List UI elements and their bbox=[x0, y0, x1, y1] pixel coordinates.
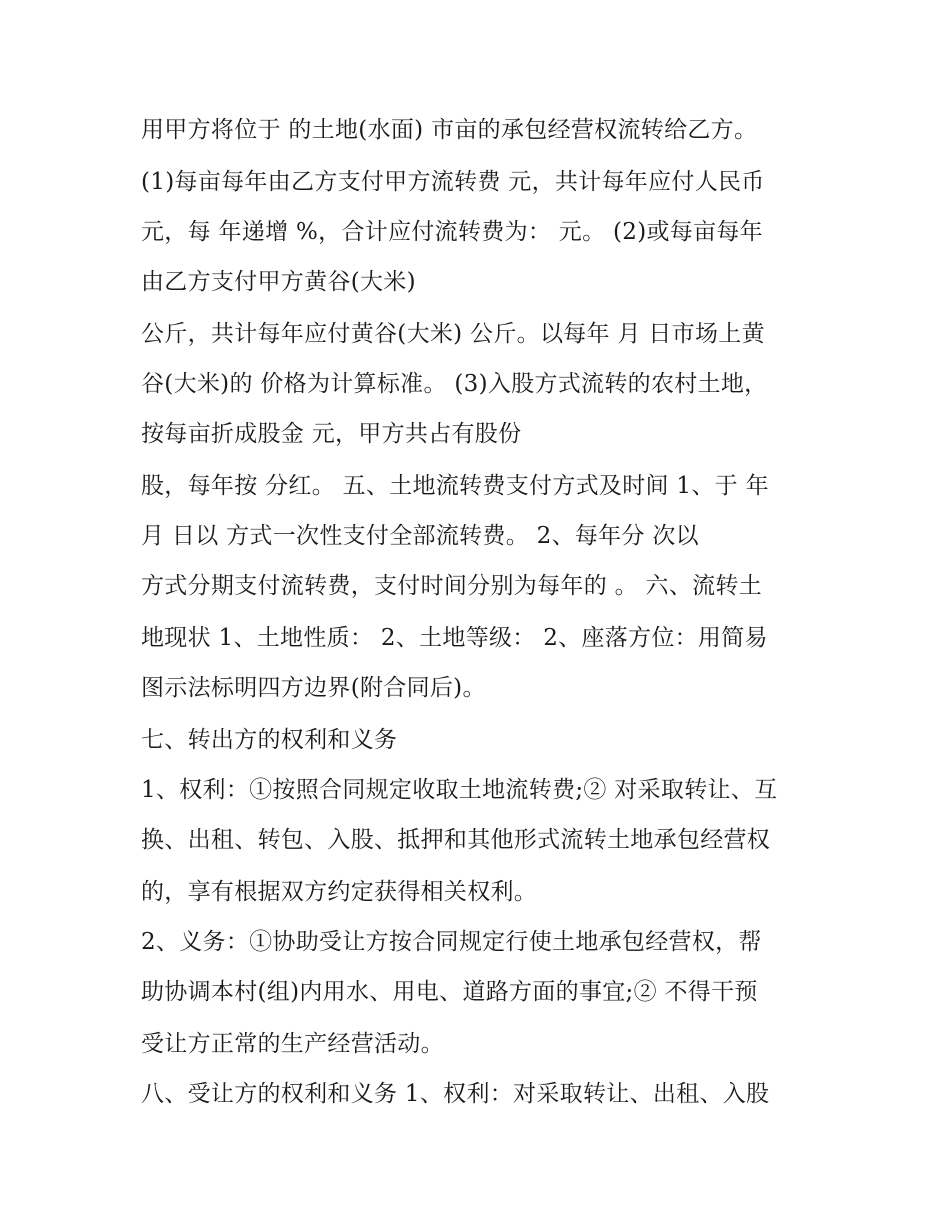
text-line: 股，每年按 分红。 五、土地流转费支付方式及时间 1、于 年 bbox=[141, 473, 769, 499]
text-line: 八、受让方的权利和义务 1、权利：对采取转让、出租、入股 bbox=[141, 1081, 770, 1107]
text-line: 按每亩折成股金 元，甲方共占有股份 bbox=[141, 421, 522, 447]
text-line: 元，每 年递增 %，合计应付流转费为： 元。 (2)或每亩每年 bbox=[141, 219, 763, 245]
text-line: 方式分期支付流转费，支付时间分别为每年的 。 六、流转土 bbox=[141, 573, 763, 599]
text-line: 助协调本村(组)内用水、用电、道路方面的事宜;② 不得干预 bbox=[141, 979, 758, 1005]
text-line: 公斤，共计每年应付黄谷(大米) 公斤。以每年 月 日市场上黄 bbox=[141, 321, 765, 347]
text-line: 的，享有根据双方约定获得相关权利。 bbox=[141, 879, 538, 905]
text-line: 用甲方将位于 的土地(水面) 市亩的承包经营权流转给乙方。 bbox=[141, 117, 758, 143]
text-line: 2、义务：①协助受让方按合同规定行使土地承包经营权，帮 bbox=[141, 929, 762, 955]
text-line: 七、转出方的权利和义务 bbox=[141, 727, 398, 753]
text-line: 1、权利：①按照合同规定收取土地流转费;② 对采取转让、互 bbox=[141, 777, 778, 803]
text-line: 谷(大米)的 价格为计算标准。 (3)入股方式流转的农村土地， bbox=[141, 371, 768, 397]
text-line: 图示法标明四方边界(附合同后)。 bbox=[141, 675, 486, 701]
text-line: 由乙方支付甲方黄谷(大米) bbox=[141, 269, 416, 295]
text-line: (1)每亩每年由乙方支付甲方流转费 元，共计每年应付人民币 bbox=[141, 169, 765, 195]
text-line: 地现状 1、土地性质： 2、土地等级： 2、座落方位：用简易 bbox=[141, 625, 768, 651]
text-line: 月 日以 方式一次性支付全部流转费。 2、每年分 次以 bbox=[141, 523, 699, 549]
text-line: 受让方正常的生产经营活动。 bbox=[141, 1031, 444, 1057]
text-line: 换、出租、转包、入股、抵押和其他形式流转土地承包经营权 bbox=[141, 827, 771, 853]
